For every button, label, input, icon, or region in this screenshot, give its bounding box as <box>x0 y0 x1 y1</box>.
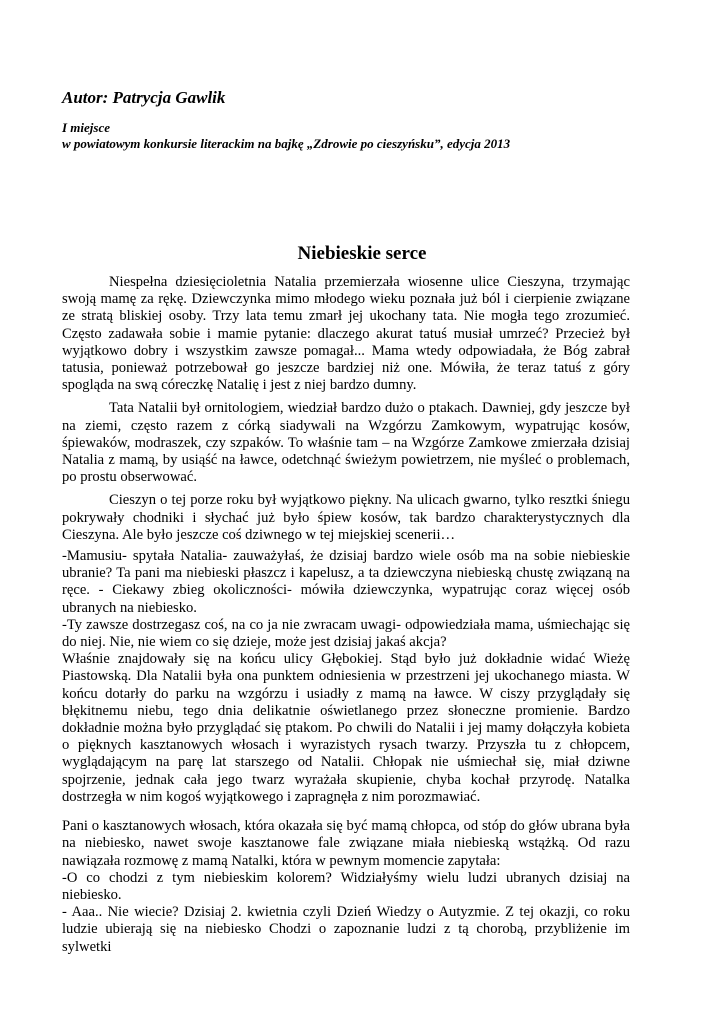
story-paragraph: - Aaa.. Nie wiecie? Dzisiaj 2. kwietnia czyli Dzień Wiedzy o Autyzmie. Z tej okazji, co roku ludzie ubierają się na niebiesko Chodzi o zapoznanie ludzi z tą chorobą, przybliżenie im sylwetki <box>62 904 630 955</box>
story-body <box>62 274 630 956</box>
story-paragraph: Niespełna dziesięcioletnia Natalia przemierzała wiosenne ulice Cieszyna, trzymając swoją mamę za rękę. Dziewczynka mimo młodego wieku poznała już ból i cierpienie związane ze stratą bliskiej osoby. Trzy lata temu zmarł jej ukochany tata. Nie mogła tego zrozumieć. Często zadawała sobie i mamie pytanie: dlaczego akurat tatuś musiał umrzeć? Przecież był wyjątkowo dobry i wszystkim zawsze pomagał... Mama wtedy odpowiadała, że Bóg zabrał tatusia, ponieważ potrzebował go jeszcze bardziej niż one. Mówiła, że teraz tatuś z góry spogląda na swą córeczkę Natalię i jest z niej bardzo dumny. <box>62 274 630 394</box>
story-paragraph: Cieszyn o tej porze roku był wyjątkowo piękny. Na ulicach gwarno, tylko resztki śniegu pokrywały chodniki i słychać już było śpiew kosów, tak bardzo charakterystycznych dla Cieszyna. Ale było jeszcze coś dziwnego w tej miejskiej scenerii… <box>62 492 630 543</box>
story-paragraph: Pani o kasztanowych włosach, która okazała się być mamą chłopca, od stóp do głów ubrana była na niebiesko, nawet swoje kasztanowe fale związane miała niebieską wstążką. Od razu nawiązała rozmowę z mamą Natalki, która w pewnym momencie zapytała: <box>62 818 630 869</box>
story-paragraph: -Ty zawsze dostrzegasz coś, na co ja nie zwracam uwagi- odpowiedziała mama, uśmiechając się do niej. Nie, nie wiem co się dzieje, może jest dzisiaj jakaś akcja? <box>62 616 630 651</box>
award-info <box>62 120 510 152</box>
story-paragraph: -Mamusiu- spytała Natalia- zauważyłaś, że dzisiaj bardzo wiele osób ma na sobie niebieskie ubranie? Ta pani ma niebieski płaszcz i kapelusz, a ta dziewczyna niebieską chustę związaną na ręce. - Ciekawy zbieg okoliczności- mówiła dziewczynka, wypatrując coraz więcej osób ubranych na niebiesko. <box>62 548 630 616</box>
award-contest: w powiatowym konkursie literackim na bajkę „Zdrowie po cieszyńsku”, edycja 2013 <box>62 136 511 151</box>
story-title: Niebieskie serce <box>297 243 427 264</box>
author-line: Autor: Patrycja Gawlik <box>62 88 226 107</box>
story-paragraph: Tata Natalii był ornitologiem, wiedział bardzo dużo o ptakach. Dawniej, gdy jeszcze był na ziemi, często razem z córką siadywali na Wzgórzu Zamkowym, wypatrując kosów, śpiewaków, modraszek, czy szpaków. To właśnie tam – na Wzgórze Zamkowe zmierzała dzisiaj Natalia z mamą, by usiąść na ławce, odetchnąć świeżym powietrzem, nie myśleć o problemach, po prostu obserwować. <box>62 400 630 486</box>
story-paragraph: -O co chodzi z tym niebieskim kolorem? Widziałyśmy wielu ludzi ubranych dzisiaj na niebiesko. <box>62 869 630 903</box>
story-paragraph: Właśnie znajdowały się na końcu ulicy Głębokiej. Stąd było już dokładnie widać Wieżę Piastowską. Dla Natalii była ona punktem odniesienia w przestrzeni jej ukochanego miasta. W końcu dotarły do parku na wzgórzu i usiadły z mamą na ławce. W ciszy przyglądały się błękitnemu niebu, tego dnia delikatnie oświetlanego przez słoneczne promienie. Bardzo dokładnie można było przyglądać się ptakom. Po chwili do Natalii i jej mamy dołączyła kobieta o pięknych kasztanowych włosach i wyrazistych rysach twarzy. Przyszła tu z chłopcem, wyglądającym na parę lat starszego od Natalii. Chłopak nie uśmiechał się, miał dziwne spojrzenie, jednak cała jego twarz wyrażała skupienie, chyba kochał przyrodę. Natalka dostrzegła w nim kogoś wyjątkowego i zapragnęła z nim porozmawiać. <box>62 651 630 805</box>
award-place: I miejsce <box>62 120 111 135</box>
